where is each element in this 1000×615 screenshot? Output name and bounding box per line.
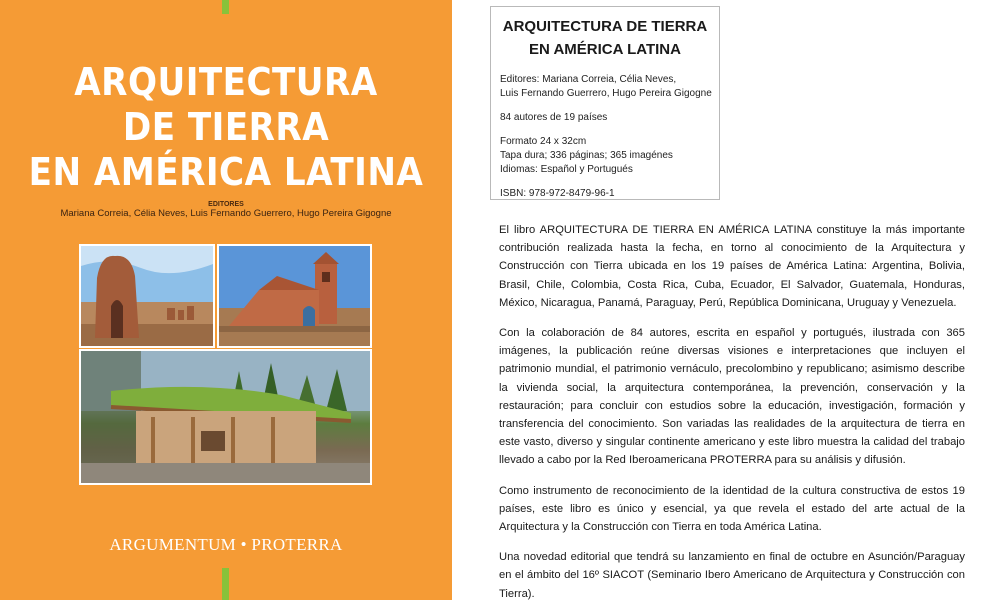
description-paragraph: Una novedad editorial que tendrá su lanzamiento en final de octubre en Asunción/Paraguay en el ámbito del 16º SIACOT (Seminario Ibero Americano de Arquitectura y Construcción con Tierra). <box>499 551 965 600</box>
book-cover <box>0 0 452 600</box>
info-authors: 84 autores de 19 países <box>500 112 608 123</box>
info-languages: Idiomas: Español y Portugués <box>500 164 633 175</box>
cover-title-line: DE TIERRA <box>122 105 330 149</box>
cover-photo-adobe-ruin <box>79 244 215 348</box>
book-info-box <box>490 6 720 200</box>
info-binding: Tapa dura; 336 páginas; 365 imagénes <box>500 150 673 161</box>
info-box-title-line: EN AMÉRICA LATINA <box>529 41 681 58</box>
cover-title <box>23 60 430 195</box>
info-box-title <box>500 15 710 61</box>
description-paragraph: Como instrumento de reconocimiento de la identidad de la cultura constructiva de estos 19 países, este libro es único y esencial, ya que revela el estado del arte actual de la Arquitectura y la Construcción con Tierra en toda América Latina. <box>499 484 965 534</box>
cover-publisher: ARGUMENTUM • PROTERRA <box>109 535 343 554</box>
info-editors-line: Editores: Mariana Correia, Célia Neves, <box>500 74 677 85</box>
description-paragraph: Con la colaboración de 84 autores, escrita en español y portugués, ilustrada con 365 imágenes, la publicación reúne diversas visiones e interpretaciones que incluyen el patrimonio mundial, el patrimonio vernáculo, precolombino y republicano; asimismo describe la vivienda social, la arquitectura contemporánea, la prevención, conservación y la restauración; para concluir con estudios sobre la educación, investigación, formación y transferencia del conocimiento. Son variadas las realidades de la arquitectura de tierra en este vasto, diverso y singular continente americano y este libro muestra la calidad del trabajo llevado a cabo por la Red Iberoamericana PROTERRA para su análisis y difusión. <box>499 327 965 467</box>
book-description <box>499 221 965 615</box>
cover-accent-top <box>222 0 229 14</box>
cover-photo-adobe-church <box>217 244 372 348</box>
info-box-title-line: ARQUITECTURA DE TIERRA <box>502 18 708 35</box>
green-roof-house-illustration <box>81 351 370 483</box>
adobe-church-illustration <box>219 246 370 346</box>
description-paragraph: El libro ARQUITECTURA DE TIERRA EN AMÉRICA LATINA constituye la más importante contribución realizada hasta la fecha, en torno al conocimiento de la Arquitectura y Construcción con Tierra ubicada en los 19 países de América Latina: Argentina, Bolivia, Brasil, Chile, Colombia, Costa Rica, Cuba, Ecuador, El Salvador, Guatemala, Honduras, México, Nicaragua, Panamá, Paraguay, Perú, República Dominicana, Uruguay y Venezuela. <box>499 224 965 309</box>
cover-editors-names: Mariana Correia, Célia Neves, Luis Fernando Guerrero, Hugo Pereira Gigogne <box>60 208 392 219</box>
cover-title-line: EN AMÉRICA LATINA <box>28 150 424 194</box>
adobe-ruin-illustration <box>81 246 213 346</box>
info-editors-line: Luis Fernando Guerrero, Hugo Pereira Gigogne <box>500 88 712 99</box>
info-format: Formato 24 x 32cm <box>500 136 587 147</box>
cover-title-line: ARQUITECTURA <box>74 60 378 104</box>
info-isbn: ISBN: 978-972-8479-96-1 <box>500 188 615 199</box>
cover-photo-green-roof-house <box>79 349 372 485</box>
cover-accent-bottom <box>222 568 229 600</box>
cover-editors-label: EDITORES <box>208 201 244 208</box>
